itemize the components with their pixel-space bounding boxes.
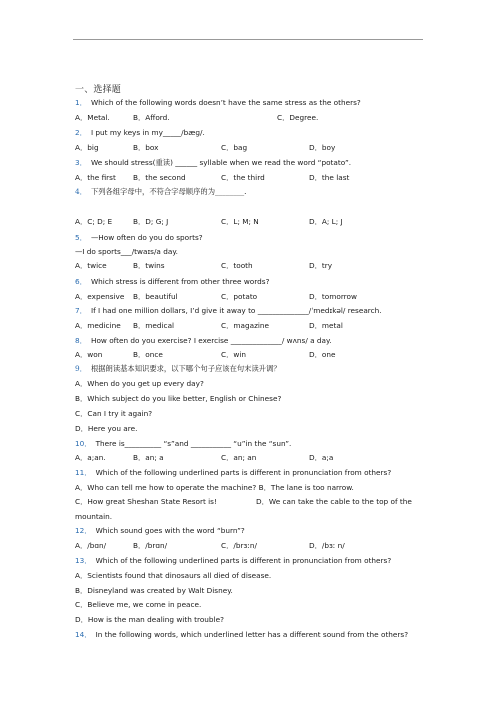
option-d[interactable]: D．metal bbox=[309, 321, 343, 330]
question-text: Which sound goes with the word “burn”? bbox=[95, 526, 245, 535]
option-c[interactable]: C．L; M; N bbox=[221, 217, 259, 226]
question-7 bbox=[75, 307, 382, 314]
option-c[interactable]: C．Can I try it again? bbox=[75, 409, 153, 418]
option-b[interactable]: B．/brɑn/ bbox=[133, 541, 168, 550]
option-a[interactable]: A．the first bbox=[75, 173, 116, 182]
option-c[interactable]: C．Degree. bbox=[277, 113, 319, 122]
option-a[interactable]: A．won bbox=[75, 350, 103, 359]
question-11 bbox=[75, 469, 391, 476]
question-5 bbox=[75, 234, 203, 241]
option-c[interactable]: C．bag bbox=[221, 143, 248, 152]
question-text: Which of the following words doesn’t have the same stress as the others? bbox=[90, 98, 361, 107]
question-text: There is__________ “s”and ___________ “u”in the “sun”. bbox=[95, 439, 292, 448]
option-b[interactable]: B．Disneyland was created by Walt Disney. bbox=[75, 586, 233, 595]
question-number: 4． bbox=[75, 187, 87, 196]
option-c[interactable]: C．How great Sheshan State Resort is! bbox=[75, 497, 217, 506]
option-b[interactable]: B．beautiful bbox=[133, 292, 178, 301]
question-4 bbox=[75, 188, 247, 195]
question-text: —How often do you do sports? bbox=[90, 233, 203, 242]
option-b[interactable]: B．once bbox=[133, 350, 163, 359]
question-13 bbox=[75, 557, 391, 564]
option-a-b-line[interactable]: A．Who can tell me how to operate the machine? B．The lane is too narrow. bbox=[75, 483, 354, 492]
option-c[interactable]: C．the third bbox=[221, 173, 265, 182]
option-a[interactable]: A．big bbox=[75, 143, 99, 152]
option-d[interactable]: D．How is the man dealing with trouble? bbox=[75, 615, 224, 624]
question-number: 2． bbox=[75, 128, 87, 137]
option-a[interactable]: A．Metal. bbox=[75, 113, 110, 122]
option-d-continuation: mountain. bbox=[75, 512, 113, 521]
question-9 bbox=[75, 365, 281, 372]
question-number: 3． bbox=[75, 158, 87, 167]
option-d[interactable]: D．tomorrow bbox=[309, 292, 357, 301]
question-text: If I had one million dollars, I’d give it away to ______________/ˈmedɪkəl/ research. bbox=[90, 306, 382, 315]
option-a[interactable]: A．medicine bbox=[75, 321, 121, 330]
option-d[interactable]: D．Here you are. bbox=[75, 424, 138, 433]
option-a[interactable]: A．twice bbox=[75, 261, 107, 270]
question-2 bbox=[75, 129, 205, 136]
option-c[interactable]: C．magazine bbox=[221, 321, 270, 330]
question-number: 10． bbox=[75, 439, 92, 448]
question-3 bbox=[75, 159, 351, 166]
question-text: 根据朗读基本知识要求，以下哪个句子应该在句末读升调？ bbox=[90, 364, 281, 373]
option-c[interactable]: C．an; an bbox=[221, 453, 257, 462]
option-d[interactable]: D．the last bbox=[309, 173, 350, 182]
option-a[interactable]: A．When do you get up every day? bbox=[75, 379, 204, 388]
option-c[interactable]: C．tooth bbox=[221, 261, 253, 270]
question-6 bbox=[75, 278, 269, 285]
option-b[interactable]: B．an; a bbox=[133, 453, 164, 462]
option-d[interactable]: D．boy bbox=[309, 143, 336, 152]
question-text: 下列各组字母中，不符合字母顺序的为________. bbox=[90, 187, 247, 196]
question-text: Which of the following underlined parts is different in pronunciation from others? bbox=[95, 556, 392, 565]
question-14 bbox=[75, 631, 408, 638]
option-a[interactable]: A．Scientists found that dinosaurs all died of disease. bbox=[75, 571, 272, 580]
option-c[interactable]: C．win bbox=[221, 350, 247, 359]
option-d[interactable]: D．A; L; J bbox=[309, 217, 343, 226]
question-10 bbox=[75, 440, 291, 447]
question-number: 11． bbox=[75, 468, 92, 477]
option-d[interactable]: D．one bbox=[309, 350, 336, 359]
question-number: 14． bbox=[75, 630, 92, 639]
option-a[interactable]: A．a;an. bbox=[75, 453, 106, 462]
question-12 bbox=[75, 527, 245, 534]
option-b[interactable]: B．Which subject do you like better, English or Chinese? bbox=[75, 394, 282, 403]
question-number: 8． bbox=[75, 336, 87, 345]
question-5-line-2: —I do sports___/twaɪs/a day. bbox=[75, 247, 178, 256]
option-b[interactable]: B．medical bbox=[133, 321, 175, 330]
question-number: 5． bbox=[75, 233, 87, 242]
option-c[interactable]: C．potato bbox=[221, 292, 258, 301]
header-rule bbox=[73, 39, 423, 40]
question-text: How often do you exercise? I exercise ______________/ wʌns/ a day. bbox=[90, 336, 332, 345]
option-d[interactable]: D．We can take the cable to the top of the bbox=[256, 497, 412, 506]
question-text: I put my keys in my_____/bæɡ/. bbox=[90, 128, 205, 137]
question-8 bbox=[75, 337, 332, 344]
question-number: 13． bbox=[75, 556, 92, 565]
question-text: We should stress(重读) ______ syllable when we read the word “potato”. bbox=[90, 158, 352, 167]
question-number: 6． bbox=[75, 277, 87, 286]
option-b[interactable]: B．twins bbox=[133, 261, 165, 270]
option-a[interactable]: A．C; D; E bbox=[75, 217, 113, 226]
question-number: 12． bbox=[75, 526, 92, 535]
question-1 bbox=[75, 99, 361, 106]
question-text: Which of the following underlined parts is different in pronunciation from others? bbox=[95, 468, 392, 477]
option-d[interactable]: D．/bɜː n/ bbox=[309, 541, 345, 550]
option-d[interactable]: D．a;a bbox=[309, 453, 334, 462]
option-c[interactable]: C．Believe me, we come in peace. bbox=[75, 600, 202, 609]
option-a[interactable]: A．/bɑn/ bbox=[75, 541, 107, 550]
section-title: 一、选择题 bbox=[75, 85, 122, 95]
question-text: Which stress is different from other three words? bbox=[90, 277, 270, 286]
option-d[interactable]: D．try bbox=[309, 261, 333, 270]
option-b[interactable]: B．the second bbox=[133, 173, 186, 182]
option-b[interactable]: B．box bbox=[133, 143, 159, 152]
question-number: 9． bbox=[75, 364, 87, 373]
option-b[interactable]: B．Afford. bbox=[133, 113, 170, 122]
option-a[interactable]: A．expensive bbox=[75, 292, 125, 301]
question-text: In the following words, which underlined letter has a different sound from the others? bbox=[95, 630, 409, 639]
option-c[interactable]: C．/brɜːn/ bbox=[221, 541, 257, 550]
option-b[interactable]: B．D; G; J bbox=[133, 217, 169, 226]
question-number: 1． bbox=[75, 98, 87, 107]
question-number: 7． bbox=[75, 306, 87, 315]
